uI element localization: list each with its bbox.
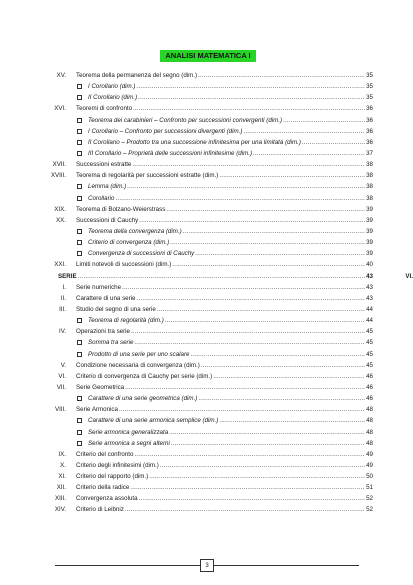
toc-entry-line (88, 193, 373, 204)
footer-rule-right (214, 565, 359, 566)
dot-leader (253, 148, 365, 159)
bullet-square-icon (77, 430, 82, 435)
toc-entry-title: Teoremi di confronto (76, 105, 133, 113)
toc-page-number: 39 (366, 250, 373, 258)
toc-entry-line (76, 259, 373, 270)
toc-entry-line (76, 504, 373, 515)
toc-entry-line (76, 293, 373, 304)
toc-entry-line (88, 148, 373, 159)
toc-section-number: VI. (405, 272, 413, 280)
toc-item-number: III. (59, 305, 66, 313)
toc-page-number: 36 (366, 116, 373, 124)
toc-entry (0, 248, 413, 259)
toc-entry (0, 137, 413, 148)
toc-entry-title: Operazioni tra serie (76, 328, 130, 336)
footer-rule-left (55, 565, 200, 566)
toc-entry-title: Somma tra serie (88, 339, 134, 347)
toc-page-number: 36 (366, 138, 373, 146)
toc-entry-line (88, 115, 373, 126)
toc-page-number: 39 (366, 216, 373, 224)
toc-page-number: 49 (366, 461, 373, 469)
toc-entry-line (88, 126, 373, 137)
toc-entry (0, 326, 413, 337)
toc-entry-line (88, 137, 373, 148)
dot-leader (127, 181, 365, 192)
toc-entry-line (88, 349, 373, 360)
toc-page-number: 43 (366, 283, 373, 291)
toc-entry (0, 382, 413, 393)
dot-leader (198, 70, 365, 81)
toc-page-number: 45 (366, 350, 373, 358)
toc-entry-title: Criterio della radice (76, 484, 130, 492)
dot-leader (157, 304, 365, 315)
toc-page-number: 48 (366, 428, 373, 436)
dot-leader (133, 103, 365, 114)
bullet-square-icon (77, 95, 82, 100)
toc-entry-title: Teorema dei carabinieri – Confronto per successioni convergenti (dim.) (88, 116, 283, 124)
toc-entry-line (76, 103, 373, 114)
dot-leader (171, 438, 365, 449)
toc-entry (0, 148, 413, 159)
table-of-contents (0, 70, 413, 516)
toc-entry-title: Lemma (dim.) (88, 183, 127, 191)
toc-entry-line (88, 81, 373, 92)
toc-entry-title: Teorema di regolarità per successioni estratte (dim.) (76, 172, 219, 180)
toc-page-number: 38 (366, 172, 373, 180)
toc-entry-line (76, 460, 373, 471)
dot-leader (198, 393, 365, 404)
toc-entry-title: Condizione necessaria di convergenza (dim.) (76, 361, 200, 369)
dot-leader (219, 415, 365, 426)
dot-leader (139, 493, 366, 504)
toc-entry (0, 493, 413, 504)
toc-entry-title: Studio del segno di una serie (76, 305, 156, 313)
toc-page-number: 35 (366, 83, 373, 91)
toc-entry-title: Teorema della permanenza del segno (dim.) (76, 72, 198, 79)
toc-page-number: 52 (366, 495, 373, 503)
toc-entry-line (88, 415, 373, 426)
toc-page-number: 39 (366, 239, 373, 247)
dot-leader (170, 237, 365, 248)
dot-leader (201, 360, 365, 371)
toc-entry-line (76, 471, 373, 482)
page-number: 3 (200, 559, 214, 572)
toc-page-number: 48 (366, 417, 373, 425)
toc-page-number: 45 (366, 361, 373, 369)
toc-entry-title: Carattere di una serie armonica semplice (dim.) (88, 417, 219, 425)
dot-leader (302, 137, 365, 148)
toc-page-number: 35 (366, 94, 373, 102)
dot-leader (78, 271, 366, 282)
bullet-square-icon (77, 184, 82, 189)
toc-entry-line (76, 326, 373, 337)
toc-page-number: 38 (366, 183, 373, 191)
toc-page-number: 50 (366, 473, 373, 481)
bullet-square-icon (77, 140, 82, 145)
toc-entry (0, 349, 413, 360)
toc-item-number: IX. (58, 450, 66, 458)
dot-leader (138, 92, 365, 103)
toc-entry-title: Successioni estratte (76, 161, 132, 169)
dot-leader (169, 427, 365, 438)
toc-entry (0, 204, 413, 215)
toc-entry-title: I Corollario – Confronto per successioni divergenti (dim.) (88, 127, 243, 135)
bullet-square-icon (77, 251, 82, 256)
dot-leader (190, 349, 365, 360)
toc-item-number: XIX. (54, 205, 66, 213)
toc-entry (0, 482, 413, 493)
dot-leader (195, 248, 365, 259)
toc-page-number: 46 (366, 395, 373, 403)
dot-leader (134, 449, 365, 460)
toc-entry-line (58, 271, 373, 282)
toc-entry-line (76, 382, 373, 393)
dot-leader (119, 404, 365, 415)
dot-leader (172, 259, 365, 270)
toc-entry-title: Serie numeriche (76, 283, 122, 291)
toc-entry-line (76, 159, 373, 170)
toc-item-number: XI. (58, 473, 66, 481)
toc-entry (0, 126, 413, 137)
toc-entry-title: Carattere di una serie geometrica (dim.) (88, 395, 198, 403)
dot-leader (132, 159, 365, 170)
toc-item-number: XXI. (54, 261, 66, 269)
dot-leader (283, 115, 365, 126)
toc-entry (0, 504, 413, 515)
dot-leader (134, 337, 365, 348)
dot-leader (130, 482, 365, 493)
toc-entry-title: Serie Geometrica (76, 383, 125, 391)
toc-entry-line (76, 215, 373, 226)
toc-page-number: 40 (366, 261, 373, 269)
toc-entry-line (88, 427, 373, 438)
toc-entry-title: Serie armonica generalizzata (88, 428, 169, 436)
toc-entry-title: Serie Armonica (76, 406, 118, 414)
toc-entry-title: III Corollario – Proprietà delle successioni infinitesime (dim.) (88, 149, 253, 157)
toc-entry (0, 393, 413, 404)
toc-page-number: 35 (366, 72, 373, 79)
toc-entry-title: Successioni di Cauchy (76, 216, 139, 224)
toc-entry-line (88, 248, 373, 259)
toc-entry (0, 315, 413, 326)
toc-entry-line (76, 304, 373, 315)
toc-entry-title: Prodotto di una serie per uno scalare (88, 350, 190, 358)
toc-entry (0, 427, 413, 438)
toc-item-number: VI. (58, 372, 66, 380)
toc-page-number: 46 (366, 383, 373, 391)
toc-page-number: 36 (366, 105, 373, 113)
toc-entry (0, 81, 413, 92)
toc-item-number: XV. (56, 72, 66, 79)
dot-leader (165, 315, 365, 326)
toc-entry-line (76, 482, 373, 493)
toc-entry-line (88, 438, 373, 449)
toc-page-number: 43 (366, 272, 373, 280)
bullet-square-icon (77, 441, 82, 446)
toc-entry-line (88, 92, 373, 103)
toc-page-number: 44 (366, 305, 373, 313)
bullet-square-icon (77, 352, 82, 357)
toc-entry (0, 360, 413, 371)
dot-leader (213, 371, 365, 382)
dot-leader (139, 215, 365, 226)
document-title: ANALISI MATEMATICA I (160, 50, 256, 62)
toc-entry-line (88, 315, 373, 326)
toc-entry-title: Convergenza assoluta (76, 495, 138, 503)
toc-page-number: 36 (366, 127, 373, 135)
toc-page-number: 48 (366, 439, 373, 447)
dot-leader (125, 382, 365, 393)
dot-leader (122, 282, 365, 293)
toc-page-number: 38 (366, 194, 373, 202)
dot-leader (183, 226, 365, 237)
toc-entry (0, 371, 413, 382)
bullet-square-icon (77, 418, 82, 423)
toc-item-number: X. (60, 461, 66, 469)
toc-entry-line (76, 70, 373, 81)
toc-entry (0, 70, 413, 81)
dot-leader (125, 504, 365, 515)
toc-entry-line (76, 204, 373, 215)
toc-page-number: 45 (366, 339, 373, 347)
dot-leader (137, 293, 366, 304)
toc-entry-line (88, 226, 373, 237)
toc-entry-title: II Corollario (dim.) (88, 94, 138, 102)
toc-entry-title: Corollario (88, 194, 115, 202)
toc-entry-line (76, 170, 373, 181)
toc-item-number: VII. (56, 383, 66, 391)
dot-leader (219, 170, 365, 181)
toc-item-number: II. (60, 294, 66, 302)
toc-entry (0, 304, 413, 315)
toc-entry-title: Criterio di convergenza (dim.) (88, 239, 170, 247)
toc-entry (0, 449, 413, 460)
toc-entry-line (88, 393, 373, 404)
toc-entry (0, 193, 413, 204)
toc-entry-title: Criterio del rapporto (dim.) (76, 473, 149, 481)
toc-entry (0, 259, 413, 270)
toc-entry (0, 404, 413, 415)
toc-entry-title: Convergenza di successioni di Cauchy (88, 250, 195, 258)
bullet-square-icon (77, 118, 82, 123)
toc-entry-title: Carattere di una serie (76, 294, 136, 302)
toc-entry-line (76, 282, 373, 293)
bullet-square-icon (77, 129, 82, 134)
toc-entry (0, 282, 413, 293)
toc-item-number: I. (62, 283, 66, 291)
toc-item-number: XVII. (52, 161, 66, 169)
bullet-square-icon (77, 318, 82, 323)
toc-entry (0, 159, 413, 170)
toc-page-number: 37 (366, 149, 373, 157)
toc-page-number: 52 (366, 506, 373, 514)
toc-entry (0, 460, 413, 471)
toc-item-number: XX. (56, 216, 66, 224)
toc-entry-line (76, 404, 373, 415)
toc-item-number: VIII. (54, 406, 66, 414)
toc-entry-title: II Corollario – Prodotto tra una successione infinitesima per una limitata (dim.) (88, 138, 301, 146)
toc-entry-title: Criterio di Leibniz (76, 506, 124, 514)
toc-item-number: XIV. (54, 506, 66, 514)
toc-page-number: 49 (366, 450, 373, 458)
toc-entry (0, 337, 413, 348)
toc-item-number: XIII. (54, 495, 66, 503)
toc-entry-title: I Corollario (dim.) (88, 83, 136, 91)
toc-page-number: 39 (366, 227, 373, 235)
toc-entry (0, 271, 413, 282)
toc-entry (0, 215, 413, 226)
toc-entry (0, 181, 413, 192)
toc-entry-title: Criterio del confronto (76, 450, 134, 458)
dot-leader (160, 460, 365, 471)
toc-entry (0, 226, 413, 237)
dot-leader (166, 204, 365, 215)
dot-leader (115, 193, 365, 204)
toc-item-number: XVIII. (50, 172, 66, 180)
toc-entry-title: Criterio di convergenza di Cauchy per serie (dim.) (76, 372, 213, 380)
toc-page-number: 48 (366, 406, 373, 414)
toc-entry (0, 293, 413, 304)
toc-entry-line (76, 493, 373, 504)
toc-entry-line (76, 371, 373, 382)
toc-item-number: XVI. (54, 105, 66, 113)
toc-entry (0, 471, 413, 482)
toc-item-number: IV. (59, 328, 66, 336)
bullet-square-icon (77, 151, 82, 156)
dot-leader (243, 126, 365, 137)
dot-leader (149, 471, 365, 482)
toc-entry (0, 438, 413, 449)
toc-entry (0, 115, 413, 126)
toc-item-number: V. (60, 361, 66, 369)
bullet-square-icon (77, 340, 82, 345)
bullet-square-icon (77, 240, 82, 245)
toc-entry-line (76, 360, 373, 371)
bullet-square-icon (77, 229, 82, 234)
toc-page-number: 39 (366, 205, 373, 213)
toc-entry-title: Teorema della convergenza (dim.) (88, 227, 182, 235)
bullet-square-icon (77, 396, 82, 401)
toc-item-number: XII. (56, 484, 66, 492)
toc-entry-title: SERIE (58, 272, 77, 280)
toc-page-number: 51 (366, 484, 373, 492)
toc-entry (0, 103, 413, 114)
toc-page-number: 45 (366, 328, 373, 336)
bullet-square-icon (77, 84, 82, 89)
toc-entry (0, 415, 413, 426)
dot-leader (131, 326, 365, 337)
toc-page-number: 38 (366, 161, 373, 169)
toc-entry-title: Criterio degli infinitesimi (dim.) (76, 461, 159, 469)
toc-entry (0, 170, 413, 181)
bullet-square-icon (77, 196, 82, 201)
toc-page-number: 44 (366, 317, 373, 325)
toc-page-number: 46 (366, 372, 373, 380)
toc-entry (0, 237, 413, 248)
toc-entry-line (88, 181, 373, 192)
toc-entry-title: Teorema di Bolzano-Weierstrass (76, 205, 166, 213)
toc-entry-title: Limiti notevoli di successioni (dim.) (76, 261, 172, 269)
toc-entry-title: Serie armonica a segni alterni (88, 439, 170, 447)
toc-page-number: 43 (366, 294, 373, 302)
toc-entry-line (76, 449, 373, 460)
toc-entry-line (88, 337, 373, 348)
toc-entry (0, 92, 413, 103)
toc-entry-title: Teorema di regolarità (dim.) (88, 317, 164, 325)
dot-leader (136, 81, 365, 92)
toc-entry-line (88, 237, 373, 248)
